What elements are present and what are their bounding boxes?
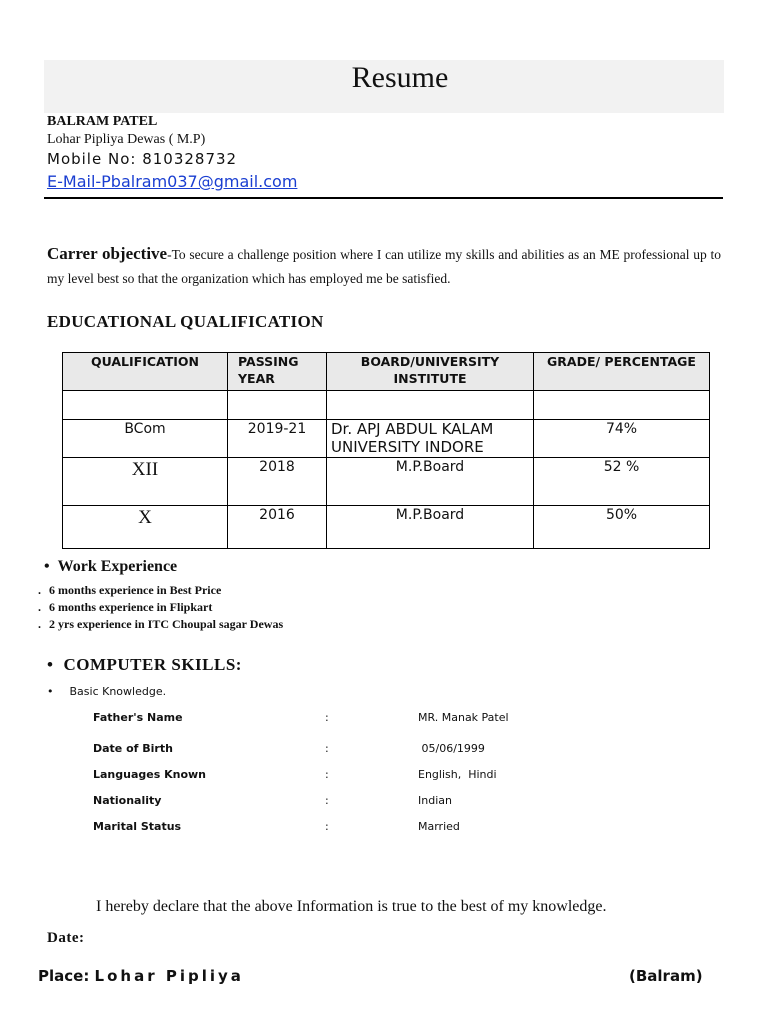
table-row (63, 506, 710, 549)
list-item (47, 685, 166, 698)
table-row (63, 420, 710, 458)
personal-colon: : (325, 820, 329, 833)
table-cell: BCom (63, 420, 228, 458)
declaration-text: I hereby declare that the above Information is true to the best of my knowledge. (96, 898, 607, 915)
table-cell (534, 391, 710, 420)
personal-colon: : (325, 794, 329, 807)
list-item: . 6 months experience in Best Price (38, 582, 283, 599)
bullet-icon: • (44, 558, 50, 575)
column-header-qualification: QUALIFICATION (63, 353, 228, 391)
personal-label: Father's Name (93, 711, 183, 724)
personal-label: Marital Status (93, 820, 182, 833)
personal-value: English, Hindi (418, 768, 497, 781)
candidate-address: Lohar Pipliya Dewas ( M.P) (47, 132, 206, 147)
bullet-icon: • (47, 655, 54, 674)
header-divider (44, 197, 723, 199)
personal-colon: : (325, 768, 329, 781)
personal-value: Married (418, 820, 460, 833)
column-header-passing-year: PASSING YEAR (228, 353, 327, 391)
personal-value: Indian (418, 794, 452, 807)
place-line (38, 967, 244, 985)
personal-label: Date of Birth (93, 742, 173, 755)
candidate-name: BALRAM PATEL (47, 114, 158, 129)
place-value: Lohar Pipliya (94, 967, 244, 985)
candidate-email-link[interactable]: E-Mail-Pbalram037@gmail.com (47, 172, 298, 191)
column-header-grade: GRADE/ PERCENTAGE (534, 353, 710, 391)
date-label: Date: (47, 930, 85, 946)
objective-text: -To secure a challenge position where I can utilize my skills and abilities as an ME professional up to my level best so that the organization which has employed me be satisfied. (47, 247, 721, 286)
table-cell: 2016 (228, 506, 327, 549)
objective-label: Carrer objective (47, 244, 168, 263)
table-cell (63, 391, 228, 420)
personal-colon: : (325, 742, 329, 755)
place-label: Place: (38, 967, 95, 985)
table-cell: X (63, 506, 228, 549)
computer-skills-heading (47, 655, 242, 675)
education-table (62, 352, 710, 549)
skills-heading-text: COMPUTER SKILLS: (63, 655, 242, 674)
personal-value: 05/06/1999 (418, 742, 485, 755)
skill-text: Basic Knowledge. (69, 685, 167, 698)
signature-name: (Balram) (629, 967, 703, 985)
table-row (63, 391, 710, 420)
work-experience-list (38, 582, 283, 633)
table-cell: 74% (534, 420, 710, 458)
work-heading-text: Work Experience (57, 558, 178, 575)
table-cell: 52 % (534, 458, 710, 506)
education-header-row (63, 353, 710, 391)
personal-value: MR. Manak Patel (418, 711, 509, 724)
column-header-board: BOARD/UNIVERSITY INSTITUTE (327, 353, 534, 391)
personal-label: Languages Known (93, 768, 207, 781)
work-experience-heading (44, 558, 177, 576)
table-cell (327, 391, 534, 420)
table-cell: Dr. APJ ABDUL KALAM UNIVERSITY INDORE (327, 420, 534, 458)
table-cell: 2018 (228, 458, 327, 506)
career-objective (47, 242, 721, 291)
page-title: Resume (351, 61, 449, 94)
table-cell: 2019-21 (228, 420, 327, 458)
table-cell: XII (63, 458, 228, 506)
table-row (63, 458, 710, 506)
candidate-mobile: Mobile No: 810328732 (47, 150, 238, 168)
table-cell: M.P.Board (327, 458, 534, 506)
personal-label: Nationality (93, 794, 162, 807)
bullet-icon: • (47, 685, 54, 698)
table-cell (228, 391, 327, 420)
list-item: . 2 yrs experience in ITC Choupal sagar Dewas (38, 616, 283, 633)
list-item: . 6 months experience in Flipkart (38, 599, 283, 616)
personal-colon: : (325, 711, 329, 724)
table-cell: M.P.Board (327, 506, 534, 549)
table-cell: 50% (534, 506, 710, 549)
education-heading: EDUCATIONAL QUALIFICATION (47, 312, 324, 331)
